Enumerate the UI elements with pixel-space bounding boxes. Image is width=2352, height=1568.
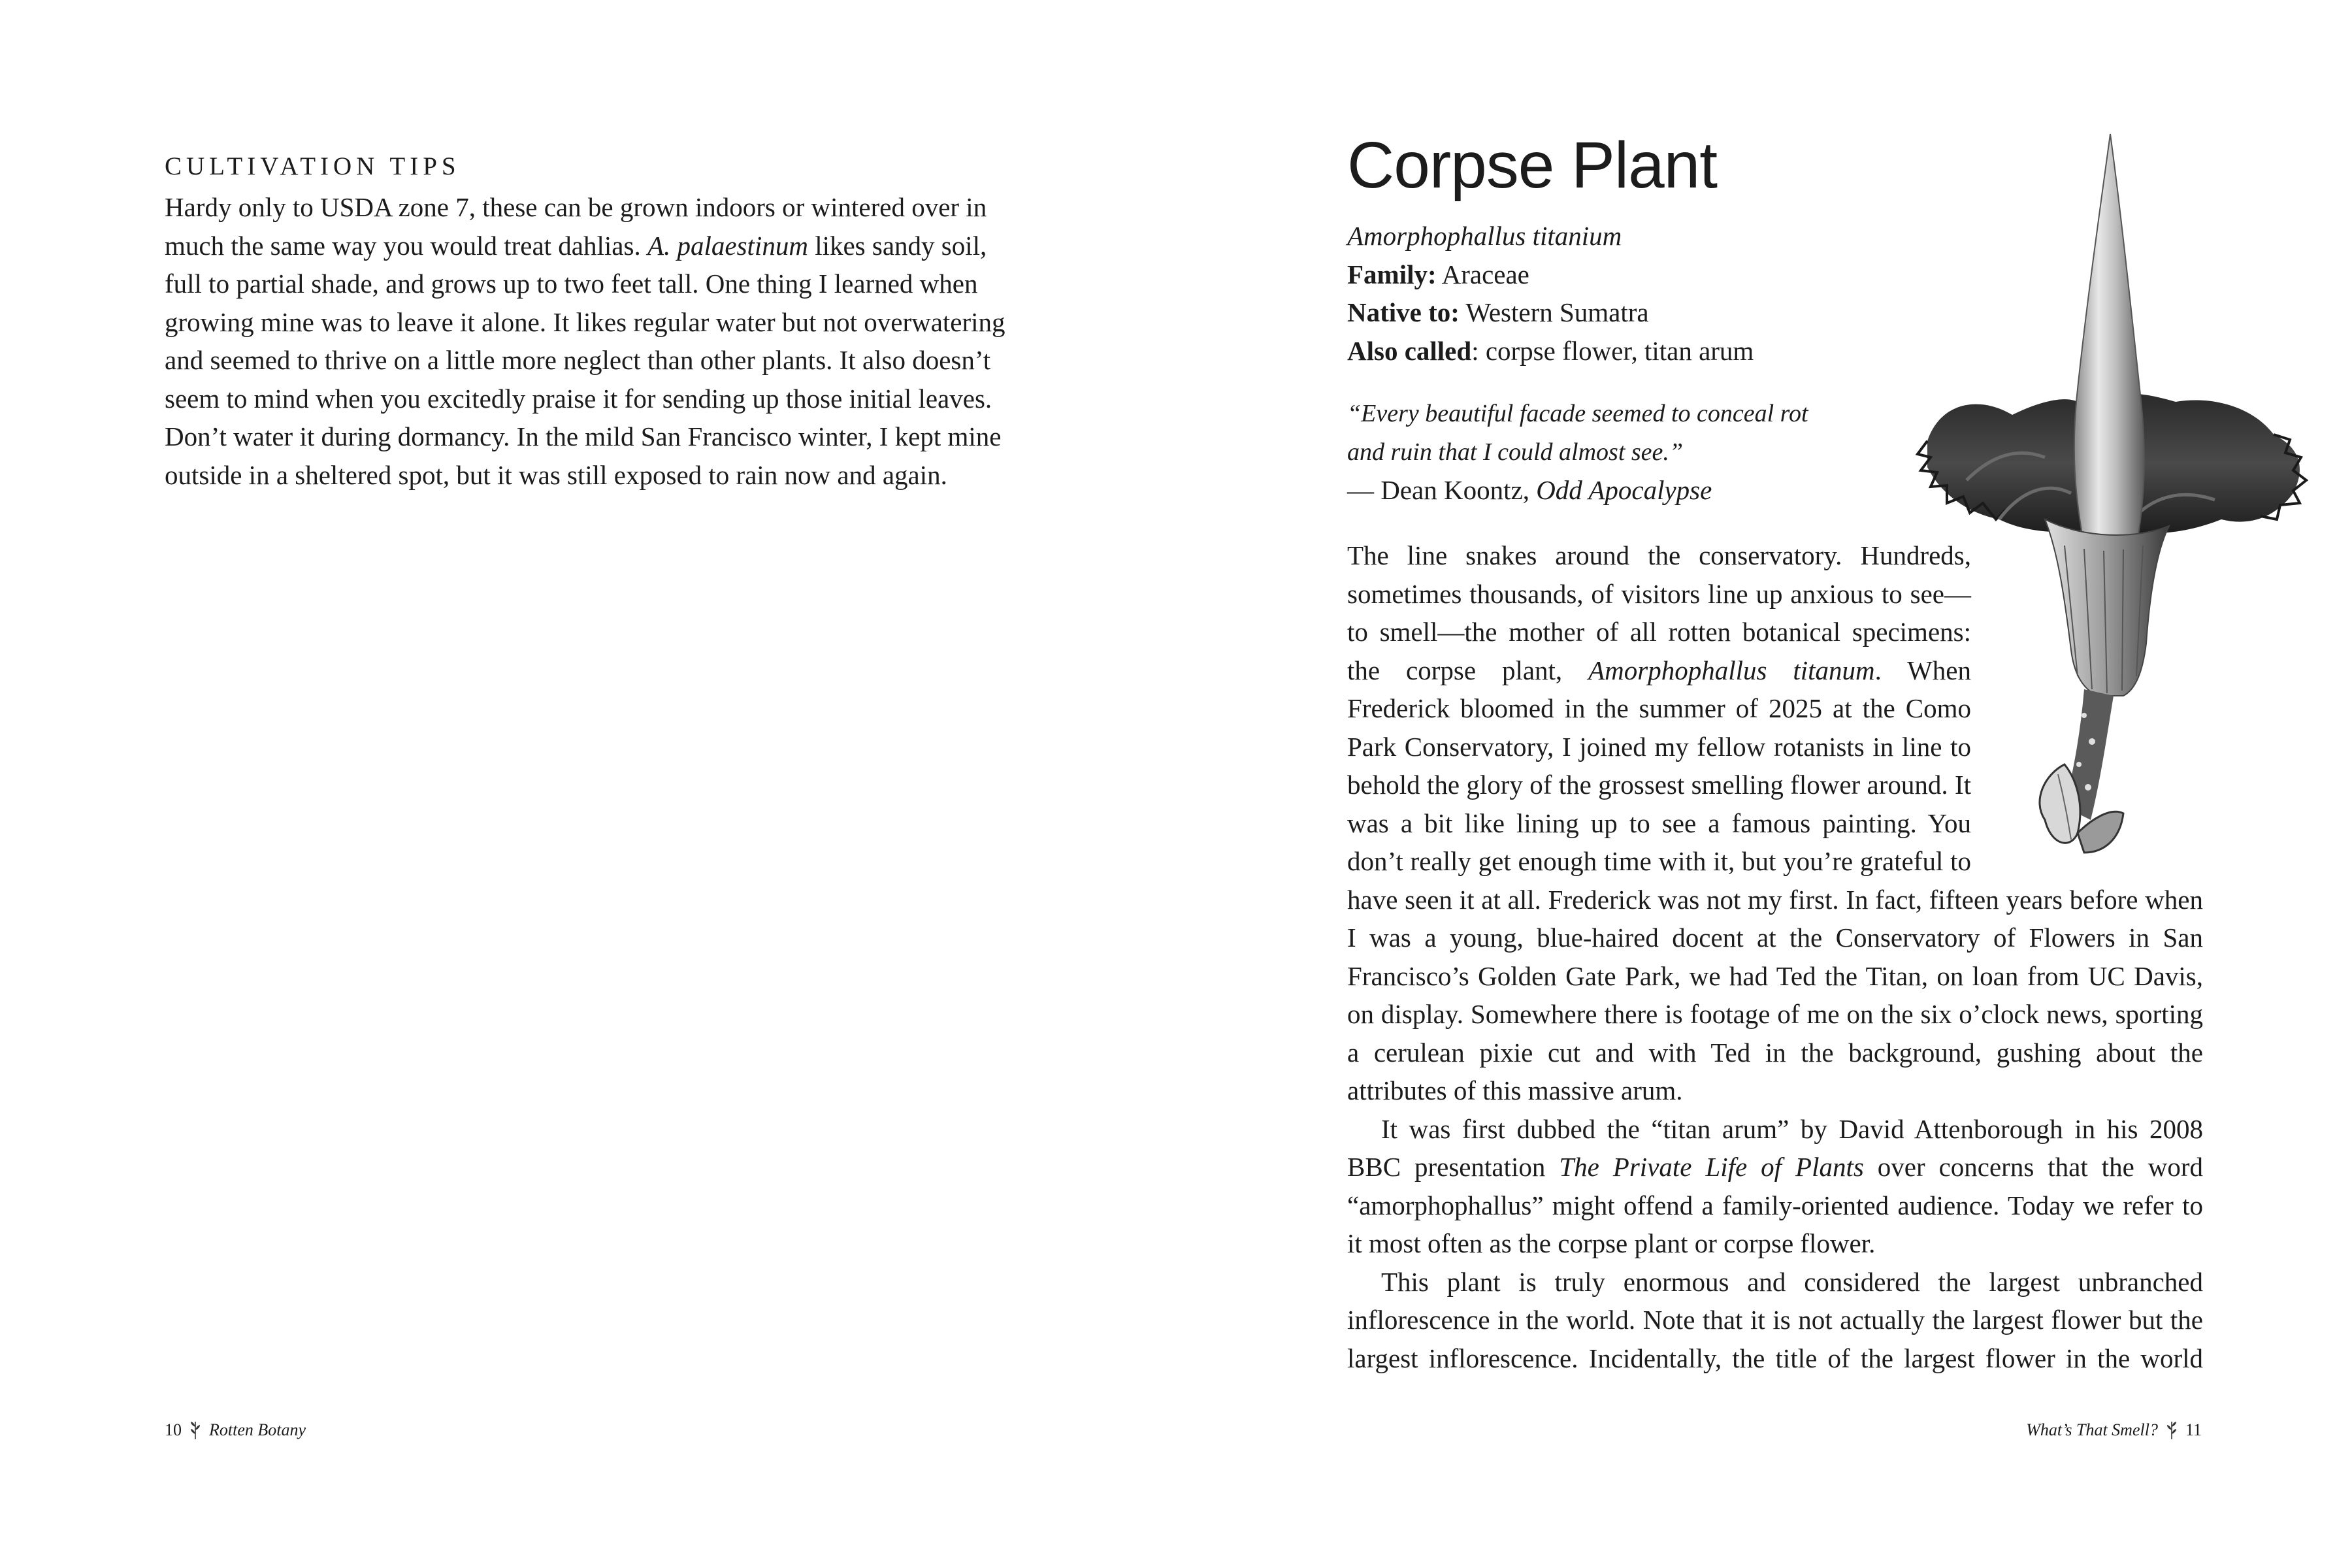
quote-author: — Dean Koontz, xyxy=(1347,475,1537,505)
page-title: Corpse Plant xyxy=(1347,129,1718,202)
right-page-footer xyxy=(2026,1420,2202,1440)
plant-facts xyxy=(1347,217,1754,370)
also-called-label: Also called xyxy=(1347,335,1472,366)
right-page xyxy=(1176,0,2352,1568)
family-label: Family: xyxy=(1347,259,1437,289)
also-called-row xyxy=(1347,332,1754,370)
paragraph-1-part1: The line snakes around the conservatory. Hundreds, sometimes thousands, of visitors line up anxious to see—to smell—the mother of all rotten botanical specimens: the corpse plant, xyxy=(1347,540,1971,685)
family-row xyxy=(1347,255,1754,294)
epigraph-quote xyxy=(1347,395,1808,510)
native-value: Western Sumatra xyxy=(1459,297,1649,327)
cultivation-tips-heading: CULTIVATION TIPS xyxy=(165,152,461,180)
quote-line-1: “Every beautiful facade seemed to conceal rot xyxy=(1347,400,1808,427)
paragraph-3: This plant is truly enormous and considered the largest unbranched inflorescence in the world. Note that it is not actually the largest flower but the largest inflorescence. Incidentally, the title of the largest flower in the world xyxy=(1347,1266,2203,1373)
chapter-title: What’s That Smell? xyxy=(2026,1420,2158,1439)
paragraph-1-italic: Amorphophallus titanum xyxy=(1588,655,1875,685)
also-called-value: : corpse flower, titan arum xyxy=(1471,335,1754,366)
left-page-footer xyxy=(165,1420,306,1440)
sprig-icon xyxy=(189,1420,201,1440)
quote-line-2: and ruin that I could almost see.” xyxy=(1347,438,1684,466)
paragraph-1-part2: . When Frederick bloomed in the summer of 2025 at the Como Park Conservatory, I joined my fellow rotanists in line to behold the glory of the grossest smelling flower around. It was a bit like lining up to see a famous painting. You don’t really get enough time with it, but you’re grateful to have seen it at all. Frederick was not my first. In fact, fifteen years before when I was a young, blue-haired docent at the Conservatory of Flowers in San Francisco’s Golden Gate Park, we had Ted the Titan, on loan from UC Davis, on display. Somewhere there is footage of me on the six o’clock news, sporting a cerulean pixie cut and with Ted in the background, gushing about the attributes of this massive arum. xyxy=(1347,655,2203,1105)
species-name: A. palaestinum xyxy=(647,230,808,261)
quote-attribution xyxy=(1347,471,1808,510)
page-number: 10 xyxy=(165,1420,182,1439)
scientific-name: Amorphophallus titanium xyxy=(1347,221,1622,251)
paragraph-2-italic: The Private Life of Plants xyxy=(1559,1152,1864,1182)
corpse-flower-illustration xyxy=(1849,127,2319,879)
paragraph-2-part1: It was first dubbed the “titan arum” by David Attenborough in his 2008 BBC presentation xyxy=(1347,1113,2203,1182)
native-label: Native to: xyxy=(1347,297,1460,327)
cultivation-tips-text xyxy=(165,188,1021,494)
book-title: Rotten Botany xyxy=(209,1420,306,1439)
family-value: Araceae xyxy=(1436,259,1529,289)
native-row xyxy=(1347,293,1754,332)
cultivation-text-part1: Hardy only to USDA zone 7, these can be grown indoors or wintered over in much the same way you would treat dahlias. xyxy=(165,192,987,261)
quote-book: Odd Apocalypse xyxy=(1536,475,1712,505)
paragraph-2-part2: over concerns that the word “amorphophallus” might offend a family-oriented audience. Today we refer to it most often as the corpse plant or corpse flower. xyxy=(1347,1152,2203,1258)
paragraph-2 xyxy=(1347,1110,2203,1263)
sprig-icon xyxy=(2166,1420,2178,1440)
page-number: 11 xyxy=(2185,1420,2202,1439)
cultivation-text-part2: likes sandy soil, full to partial shade, and grows up to two feet tall. One thing I learned when growing mine was to leave it alone. It likes regular water but not overwatering and seemed to thrive on a little more neglect than other plants. It also doesn’t seem to mind when you excitedly praise it for sending up those initial leaves. Don’t water it during dormancy. In the mild San Francisco winter, I kept mine outside in a sheltered spot, but it was still exposed to rain now and again. xyxy=(165,230,1005,490)
